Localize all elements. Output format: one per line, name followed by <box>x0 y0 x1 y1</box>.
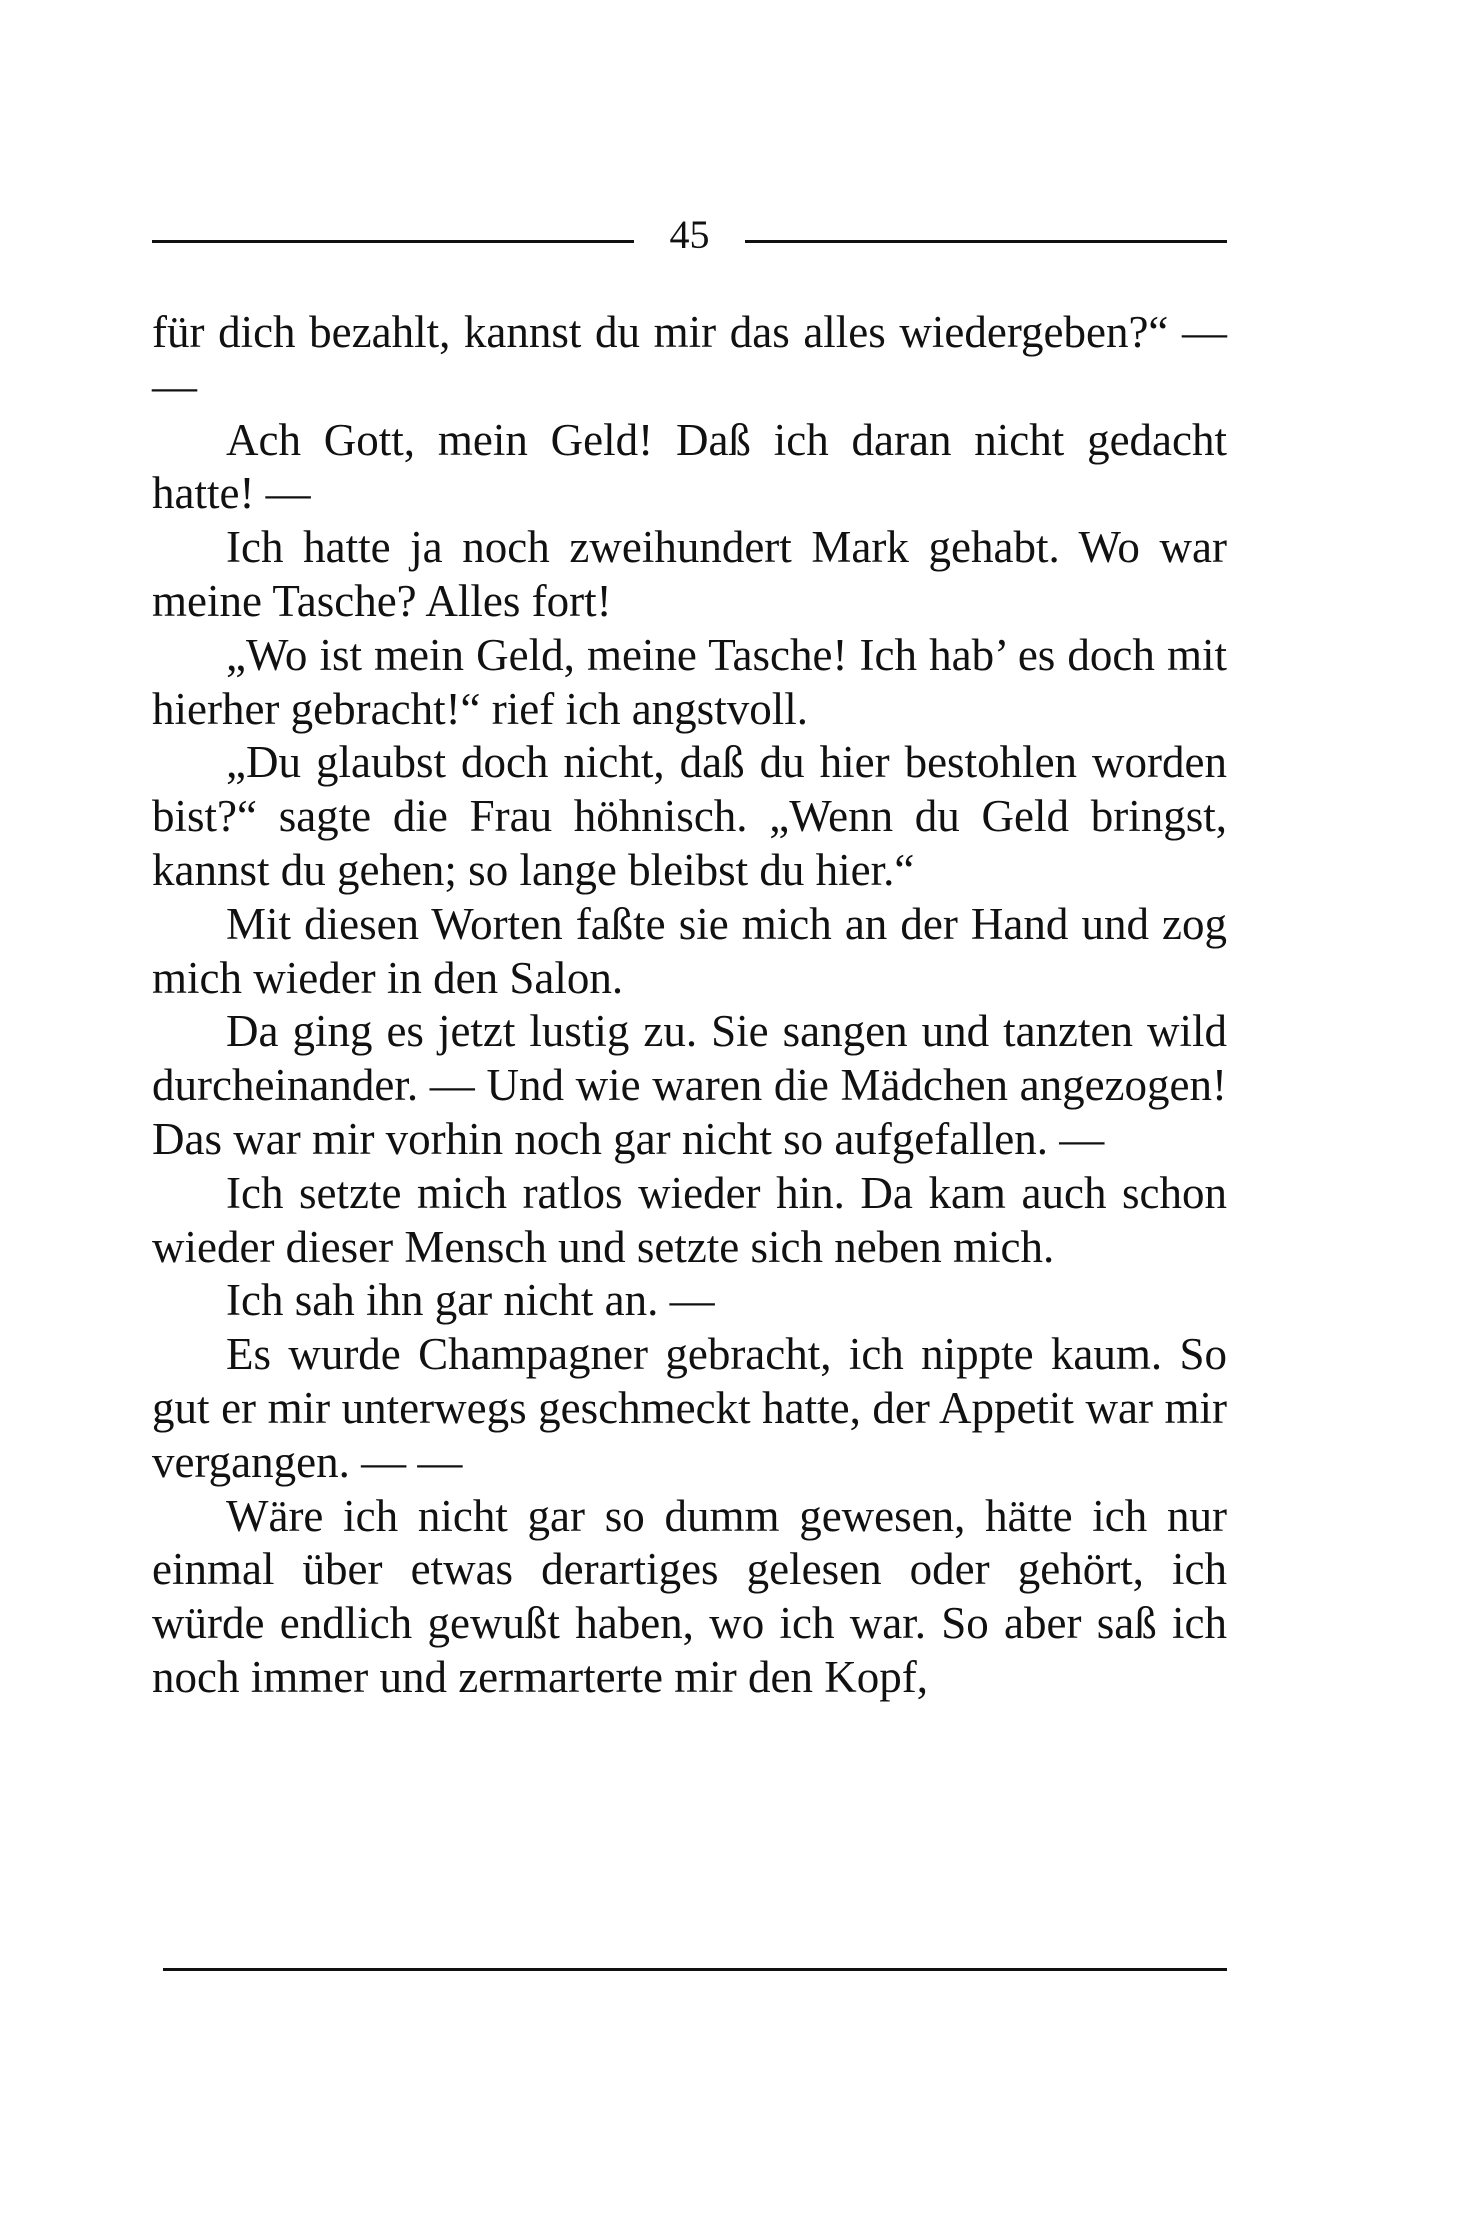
page-number: 45 <box>669 212 710 257</box>
paragraph: „Wo ist mein Geld, meine Tasche! Ich hab’ es doch mit hierher gebracht!“ rief ich angstvoll. <box>152 629 1227 734</box>
footer-rule <box>163 1968 1227 1971</box>
header-rule-right <box>745 240 1227 243</box>
body-text <box>152 306 1227 1705</box>
paragraph: Ich setzte mich ratlos wieder hin. Da kam auch schon wieder dieser Mensch und setzte sich neben mich. <box>152 1167 1227 1272</box>
paragraph: für dich bezahlt, kannst du mir das alles wiedergeben?“ — — <box>152 307 1227 411</box>
paragraph: Es wurde Champagner gebracht, ich nippte kaum. So gut er mir unterwegs geschmeckt hatte, der Appetit war mir vergangen. — — <box>152 1329 1227 1487</box>
header-rule-left <box>152 240 634 243</box>
paragraph: „Du glaubst doch nicht, daß du hier bestohlen worden bist?“ sagte die Frau höhnisch. „Wenn du Geld bringst, kannst du gehen; so lange bleibst du hier.“ <box>152 737 1227 895</box>
paragraph: Da ging es jetzt lustig zu. Sie sangen und tanzten wild durcheinander. — Und wie waren die Mädchen angezogen! Das war mir vorhin noch gar nicht so aufgefallen. — <box>152 1006 1227 1164</box>
page-header <box>152 210 1227 260</box>
paragraph: Ich sah ihn gar nicht an. — <box>226 1275 715 1326</box>
paragraph: Wäre ich nicht gar so dumm gewesen, hätte ich nur einmal über etwas derartiges gelesen oder gehört, ich würde endlich gewußt haben, wo ich war. So aber saß ich noch immer und zermarterte mir den Kopf, <box>152 1490 1227 1702</box>
paragraph: Ich hatte ja noch zweihundert Mark gehabt. Wo war meine Tasche? Alles fort! <box>152 522 1227 626</box>
paragraph: Ach Gott, mein Geld! Daß ich daran nicht gedacht hatte! — <box>152 414 1227 519</box>
paragraph: Mit diesen Worten faßte sie mich an der Hand und zog mich wieder in den Salon. <box>152 898 1227 1003</box>
